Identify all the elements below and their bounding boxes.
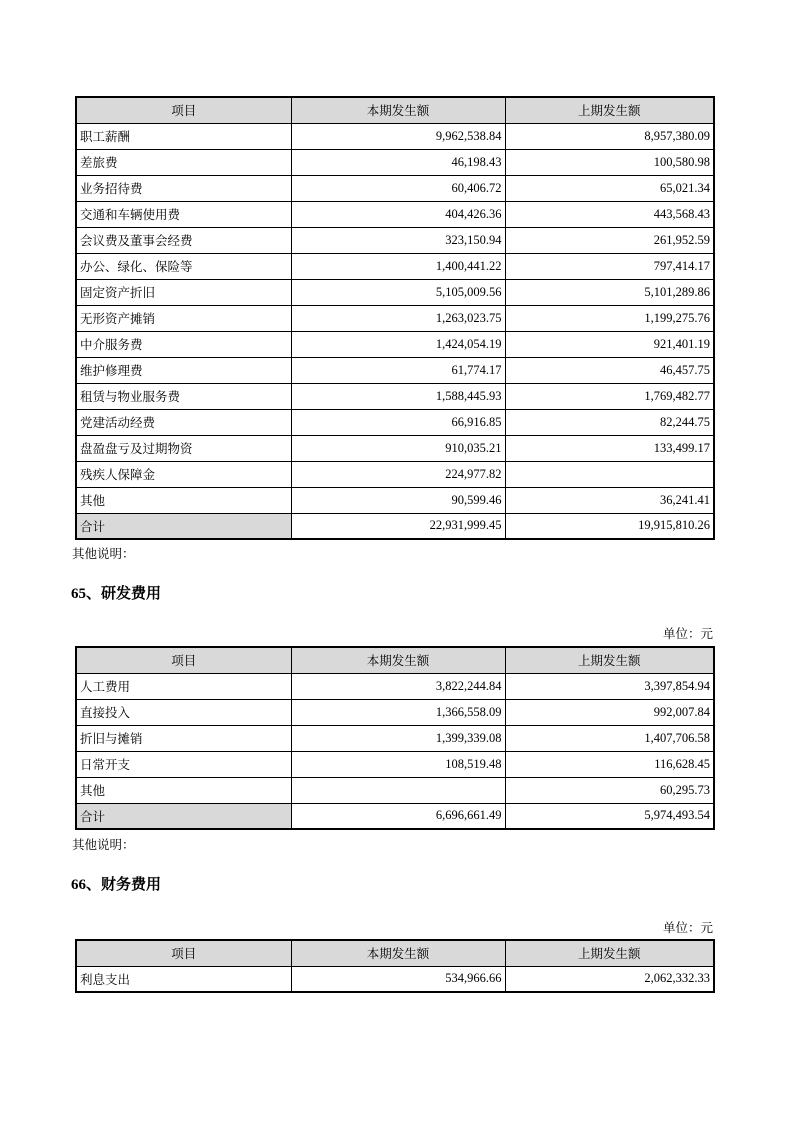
column-header-item: 项目 [76, 940, 291, 966]
prior-amount-cell: 19,915,810.26 [505, 513, 714, 539]
section-title-rd-expense: 65、研发费用 [71, 586, 162, 602]
page-content [71, 96, 713, 993]
prior-amount-cell: 36,241.41 [505, 487, 714, 513]
column-header-item: 项目 [76, 647, 291, 673]
prior-amount-cell: 116,628.45 [505, 751, 714, 777]
prior-amount-cell: 992,007.84 [505, 699, 714, 725]
prior-amount-cell: 797,414.17 [505, 253, 714, 279]
table-row [76, 149, 714, 175]
current-amount-cell: 61,774.17 [291, 357, 505, 383]
column-header-current-period: 本期发生额 [291, 647, 505, 673]
current-amount-cell: 6,696,661.49 [291, 803, 505, 829]
item-cell: 办公、绿化、保险等 [76, 253, 291, 279]
table-row [76, 487, 714, 513]
item-cell: 其他 [76, 487, 291, 513]
table-row [76, 461, 714, 487]
column-header-prior-period: 上期发生额 [505, 97, 714, 123]
section-title-finance-expense: 66、财务费用 [71, 877, 162, 893]
current-amount-cell: 46,198.43 [291, 149, 505, 175]
item-cell: 会议费及董事会经费 [76, 227, 291, 253]
table-row [76, 331, 714, 357]
prior-amount-cell: 1,407,706.58 [505, 725, 714, 751]
current-amount-cell: 5,105,009.56 [291, 279, 505, 305]
item-cell: 折旧与摊销 [76, 725, 291, 751]
item-cell: 盘盈盘亏及过期物资 [76, 435, 291, 461]
item-cell: 合计 [76, 513, 291, 539]
item-cell: 职工薪酬 [76, 123, 291, 149]
column-header-current-period: 本期发生额 [291, 97, 505, 123]
other-notes-label: 其他说明： [72, 838, 135, 852]
item-cell: 业务招待费 [76, 175, 291, 201]
item-cell: 维护修理费 [76, 357, 291, 383]
prior-amount-cell: 921,401.19 [505, 331, 714, 357]
current-amount-cell: 910,035.21 [291, 435, 505, 461]
column-header-current-period: 本期发生额 [291, 940, 505, 966]
table-row [76, 383, 714, 409]
item-cell: 其他 [76, 777, 291, 803]
current-amount-cell: 108,519.48 [291, 751, 505, 777]
table-row [76, 803, 714, 829]
other-notes-label: 其他说明： [72, 547, 135, 561]
column-header-prior-period: 上期发生额 [505, 647, 714, 673]
item-cell: 差旅费 [76, 149, 291, 175]
table-header-row [76, 940, 714, 966]
current-amount-cell: 9,962,538.84 [291, 123, 505, 149]
prior-amount-cell: 2,062,332.33 [505, 966, 714, 992]
table-header-row [76, 97, 714, 123]
prior-amount-cell: 60,295.73 [505, 777, 714, 803]
table-row [76, 699, 714, 725]
table-row [76, 751, 714, 777]
prior-amount-cell: 46,457.75 [505, 357, 714, 383]
current-amount-cell: 1,366,558.09 [291, 699, 505, 725]
table-row [76, 357, 714, 383]
item-cell: 无形资产摊销 [76, 305, 291, 331]
rd-expense-table [75, 646, 715, 830]
table-row [76, 513, 714, 539]
table-row [76, 175, 714, 201]
item-cell: 直接投入 [76, 699, 291, 725]
item-cell: 合计 [76, 803, 291, 829]
prior-amount-cell: 261,952.59 [505, 227, 714, 253]
current-amount-cell: 534,966.66 [291, 966, 505, 992]
item-cell: 残疾人保障金 [76, 461, 291, 487]
table-row [76, 227, 714, 253]
prior-amount-cell: 82,244.75 [505, 409, 714, 435]
finance-expense-table [75, 939, 715, 993]
current-amount-cell: 224,977.82 [291, 461, 505, 487]
item-cell: 租赁与物业服务费 [76, 383, 291, 409]
item-cell: 日常开支 [76, 751, 291, 777]
admin-expense-table [75, 96, 715, 540]
current-amount-cell: 404,426.36 [291, 201, 505, 227]
rd-expense-table-body [76, 673, 714, 829]
prior-amount-cell: 3,397,854.94 [505, 673, 714, 699]
finance-expense-table-body [76, 966, 714, 992]
table-row [76, 435, 714, 461]
table-row [76, 201, 714, 227]
current-amount-cell: 1,399,339.08 [291, 725, 505, 751]
current-amount-cell: 60,406.72 [291, 175, 505, 201]
current-amount-cell: 3,822,244.84 [291, 673, 505, 699]
item-cell: 交通和车辆使用费 [76, 201, 291, 227]
current-amount-cell: 90,599.46 [291, 487, 505, 513]
current-amount-cell: 1,424,054.19 [291, 331, 505, 357]
prior-amount-cell: 5,974,493.54 [505, 803, 714, 829]
prior-amount-cell: 65,021.34 [505, 175, 714, 201]
column-header-item: 项目 [76, 97, 291, 123]
prior-amount-cell: 5,101,289.86 [505, 279, 714, 305]
item-cell: 利息支出 [76, 966, 291, 992]
current-amount-cell: 1,400,441.22 [291, 253, 505, 279]
unit-label: 单位：元 [662, 921, 713, 935]
prior-amount-cell: 443,568.43 [505, 201, 714, 227]
item-cell: 中介服务费 [76, 331, 291, 357]
item-cell: 固定资产折旧 [76, 279, 291, 305]
prior-amount-cell: 133,499.17 [505, 435, 714, 461]
prior-amount-cell: 1,769,482.77 [505, 383, 714, 409]
column-header-prior-period: 上期发生额 [505, 940, 714, 966]
table-row [76, 966, 714, 992]
current-amount-cell: 323,150.94 [291, 227, 505, 253]
table-header-row [76, 647, 714, 673]
prior-amount-cell: 1,199,275.76 [505, 305, 714, 331]
prior-amount-cell [505, 461, 714, 487]
prior-amount-cell: 8,957,380.09 [505, 123, 714, 149]
table-row [76, 279, 714, 305]
admin-expense-table-body [76, 123, 714, 539]
current-amount-cell: 1,588,445.93 [291, 383, 505, 409]
current-amount-cell: 66,916.85 [291, 409, 505, 435]
current-amount-cell: 1,263,023.75 [291, 305, 505, 331]
table-row [76, 777, 714, 803]
prior-amount-cell: 100,580.98 [505, 149, 714, 175]
table-row [76, 123, 714, 149]
current-amount-cell: 22,931,999.45 [291, 513, 505, 539]
table-row [76, 253, 714, 279]
table-row [76, 409, 714, 435]
table-row [76, 673, 714, 699]
item-cell: 人工费用 [76, 673, 291, 699]
table-row [76, 725, 714, 751]
table-row [76, 305, 714, 331]
item-cell: 党建活动经费 [76, 409, 291, 435]
current-amount-cell [291, 777, 505, 803]
unit-label: 单位：元 [662, 627, 713, 641]
